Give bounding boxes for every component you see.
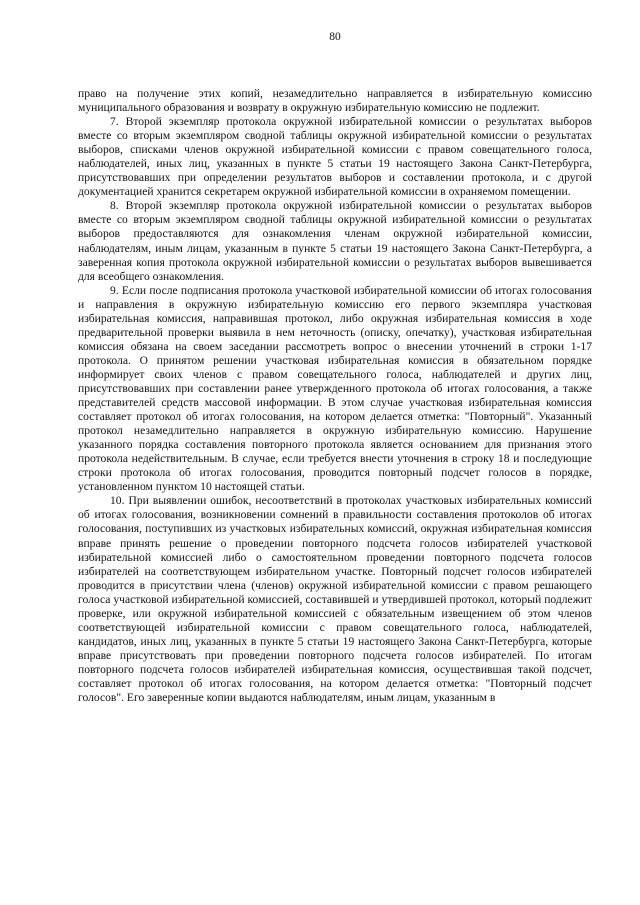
paragraph-8: 8. Второй экземпляр протокола окружной избирательной комиссии о результатах выборов вместе со вторым экземпляром сводной таблицы окружной избирательной комиссии о результатах выборов предоставляются для ознакомления членам окружной избирательной комиссии, наблюдателям, иным лицам, указанным в пункте 5 статьи 19 настоящего Закона Санкт-Петербурга, а заверенная копия протокола окружной избирательной комиссии о результатах выборов вывешивается для всеобщего ознакомления. bbox=[78, 199, 592, 283]
paragraph-7: 7. Второй экземпляр протокола окружной избирательной комиссии о результатах выборов вместе со вторым экземпляром сводной таблицы окружной избирательной комиссии о результатах выборов, списками членов окружной избирательной комиссии с правом совещательного голоса, наблюдателей, иных лиц, указанных в пункте 5 статьи 19 настоящего Закона Санкт-Петербурга, присутствовавших при определении результатов выборов и составлении протокола, и с другой документацией хранится секретарем окружной избирательной комиссии в охраняемом помещении. bbox=[78, 115, 592, 199]
page-number: 80 bbox=[329, 31, 341, 43]
body-text bbox=[78, 87, 592, 705]
paragraph-9: 9. Если после подписания протокола участковой избирательной комиссии об итогах голосования и направления в окружную избирательную комиссию его первого экземпляра участковая избирательная комиссия, направившая протокол, либо окружная избирательная комиссия в ходе предварительной проверки выявила в нем неточность (описку, опечатку), участковая избирательная комиссия обязана на своем заседании рассмотреть вопрос о внесении уточнений в строки 1-17 протокола. О принятом решении участковая избирательная комиссия в обязательном порядке информирует своих членов с правом совещательного голоса, наблюдателей и других лиц, присутствовавших при составлении ранее утвержденного протокола об итогах голосования, а также представителей средств массовой информации. В этом случае участковая избирательная комиссия составляет протокол об итогах голосования, на котором делается отметка: "Повторный". Указанный протокол незамедлительно направляется в окружную избирательную комиссию. Нарушение указанного порядка составления повторного протокола является основанием для признания этого протокола недействительным. В случае, если требуется внести уточнения в строку 18 и последующие строки протокола об итогах голосования, проводится повторный подсчет голосов в порядке, установленном пунктом 10 настоящей статьи. bbox=[78, 283, 592, 494]
paragraph-continuation: право на получение этих копий, незамедлительно направляется в избирательную комиссию муниципального образования и возврату в окружную избирательную комиссию не подлежит. bbox=[78, 87, 592, 115]
paragraph-10: 10. При выявлении ошибок, несоответствий в протоколах участковых избирательных комиссий об итогах голосования, возникновении сомнений в правильности составления протоколов об итогах голосования, поступивших из участковых избирательных комиссий, окружная избирательная комиссия вправе принять решение о проведении повторного подсчета голосов избирателей участковой избирательной комиссией либо о самостоятельном проведении повторного подсчета голосов избирателей на соответствующем избирательном участке. Повторный подсчет голосов избирателей проводится в присутствии члена (членов) окружной избирательной комиссии с правом решающего голоса участковой избирательной комиссией, составившей и утвердившей протокол, который подлежит проверке, или окружной избирательной комиссией с обязательным извещением об этом членов соответствующей избирательной комиссии с правом совещательного голоса, наблюдателей, кандидатов, иных лиц, указанных в пункте 5 статьи 19 настоящего Закона Санкт-Петербурга, которые вправе присутствовать при проведении повторного подсчета голосов избирателей. По итогам повторного подсчета голосов избирателей избирательная комиссия, осуществившая такой подсчет, составляет протокол об итогах голосования, на котором делается отметка: "Повторный подсчет голосов". Его заверенные копии выдаются наблюдателям, иным лицам, указанным в bbox=[78, 494, 592, 705]
